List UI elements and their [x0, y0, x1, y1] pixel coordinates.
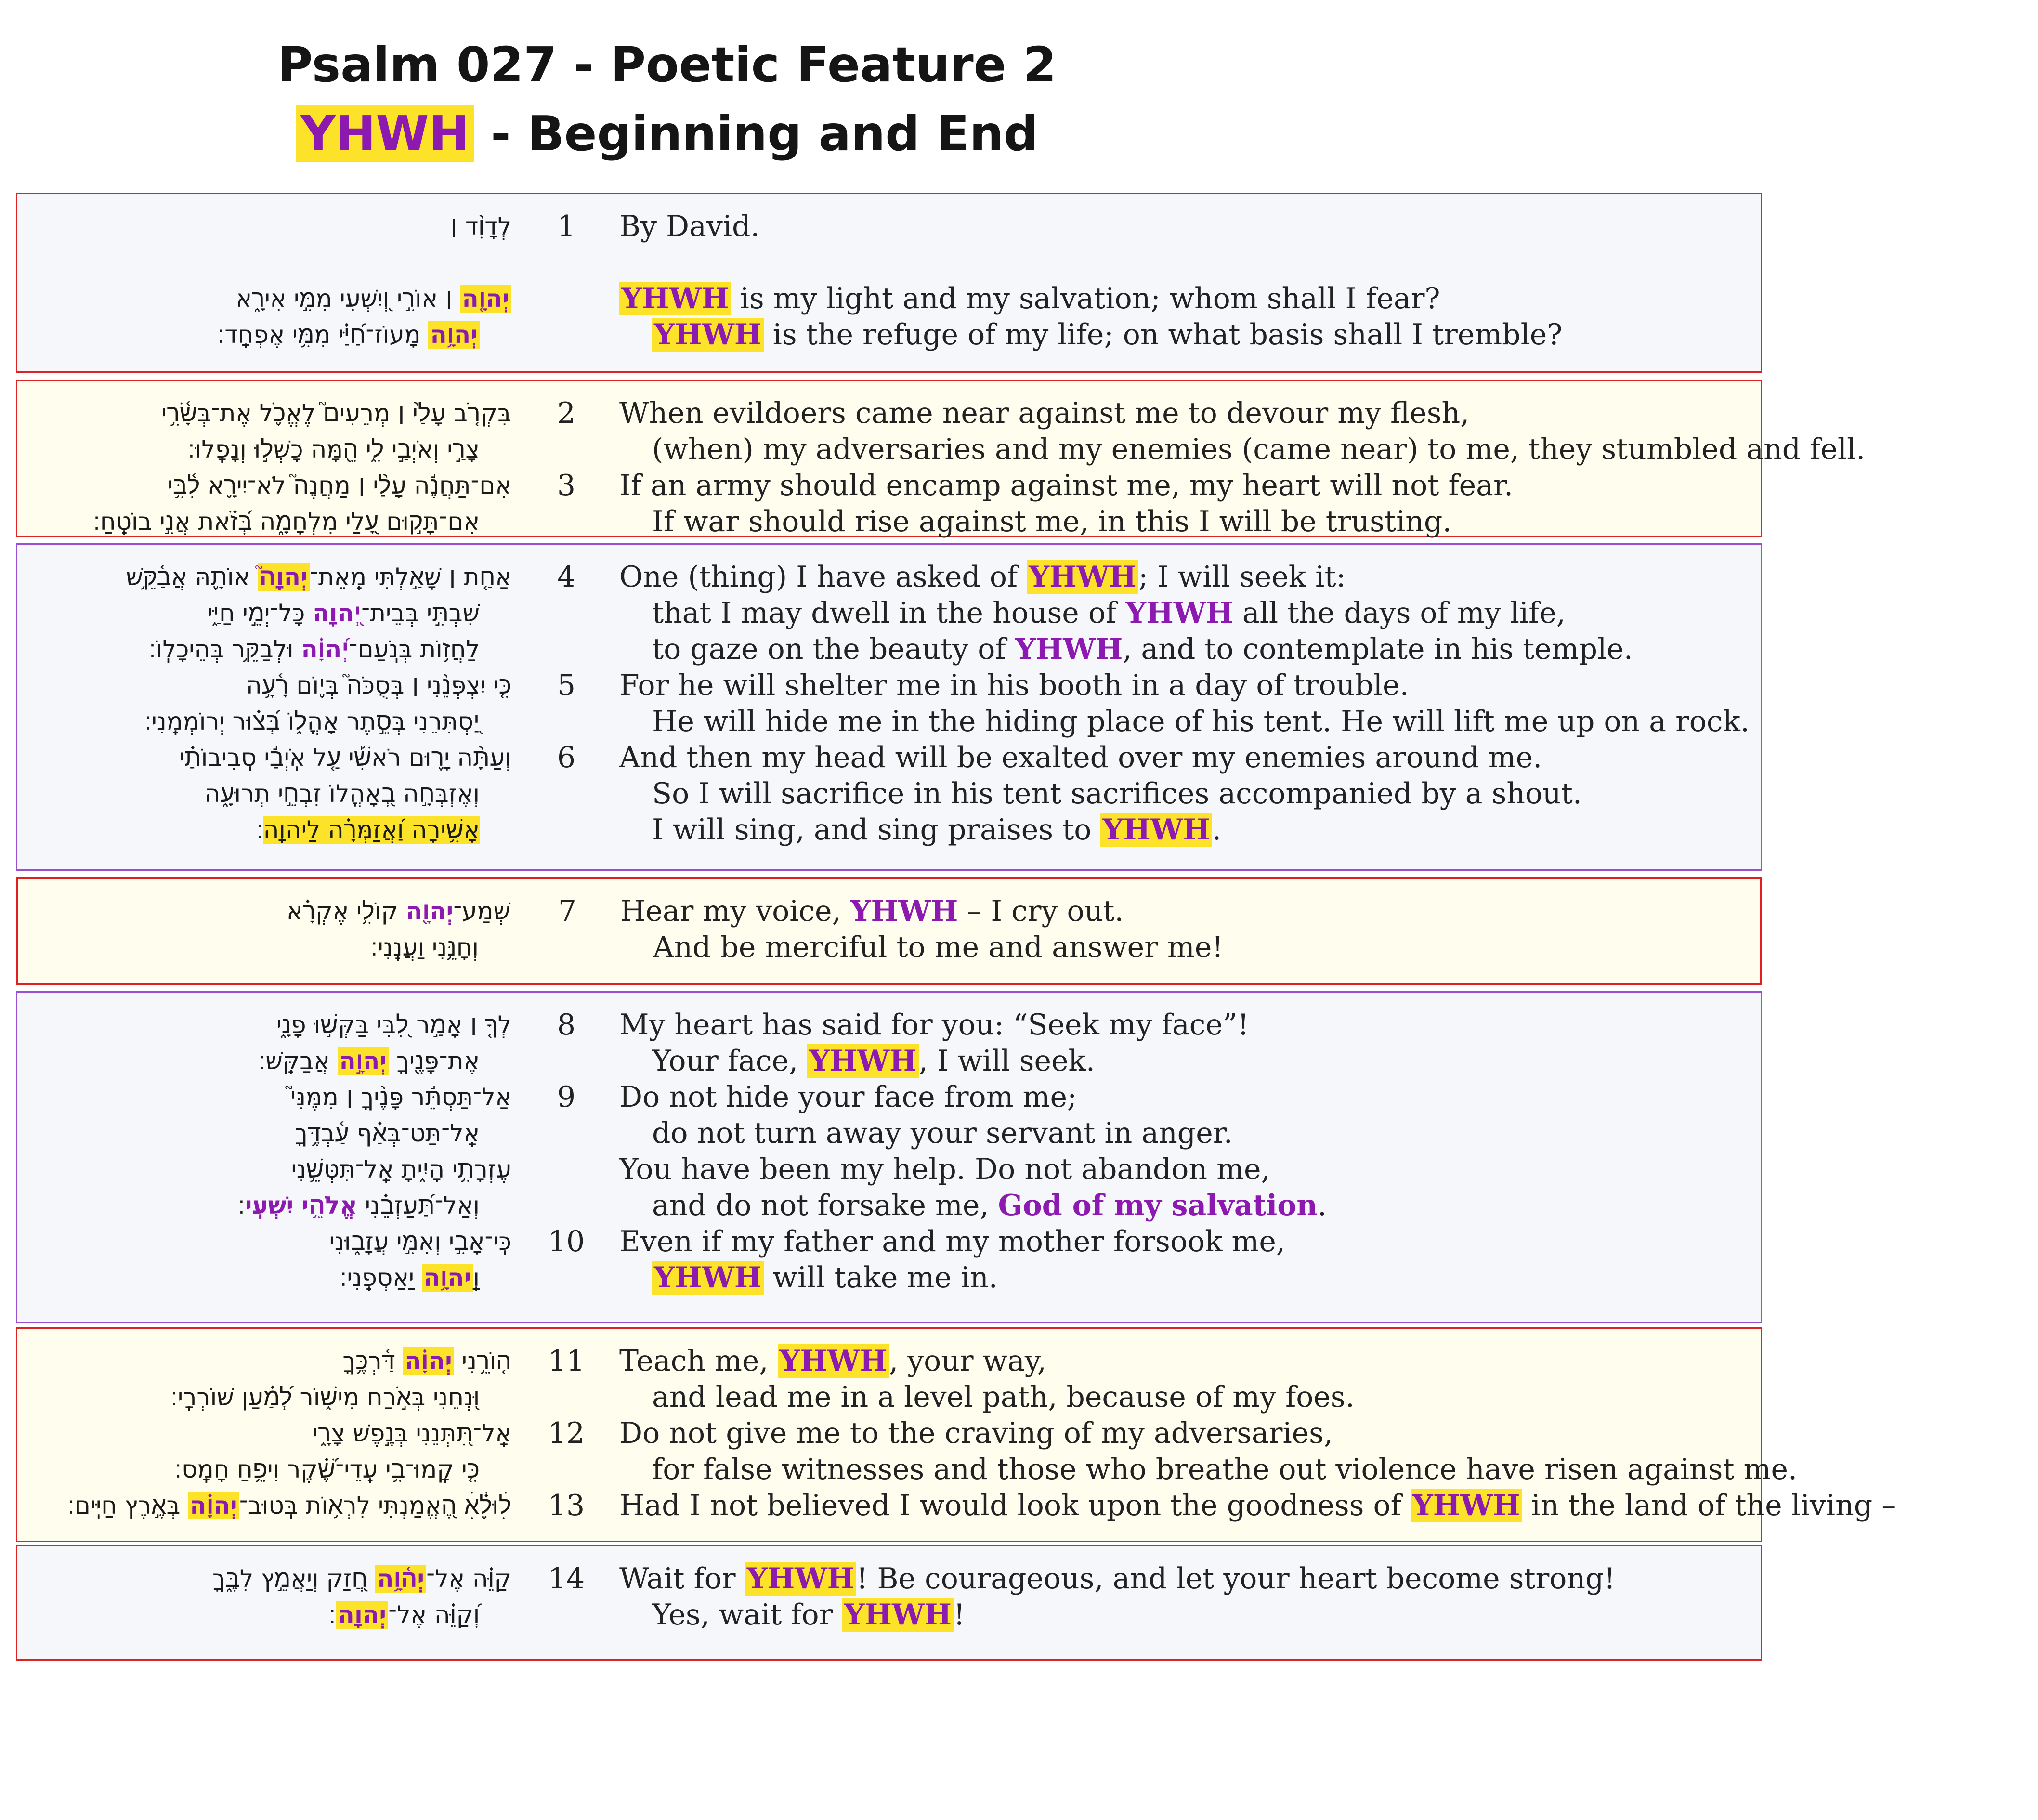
text-segment: ׃ — [237, 1192, 245, 1219]
hebrew-text — [30, 740, 511, 776]
text-segment: וְ֝קַוֵּ֗ה אֶל־ — [388, 1601, 480, 1629]
english-translation — [652, 1379, 1355, 1415]
english-translation — [652, 776, 1582, 812]
english-translation — [619, 740, 1542, 776]
text-segment: יַ֭סְתִּרֵנִי בְּסֵ֣תֶר אָהֳל֑וֹ בְּ֝צ֗וּר יְרוֹמְמֵֽנִי׃ — [144, 707, 480, 735]
text-segment: Even if my father and my mother forsook me, — [619, 1225, 1285, 1258]
verse-line — [17, 504, 1761, 540]
text-segment: וּ֭נְחֵנִי בְּאֹ֣רַח מִישׁ֑וֹר לְ֝מַ֗עַן שׁוֹרְרָֽי׃ — [170, 1383, 480, 1411]
english-translation — [652, 1188, 1327, 1224]
english-translation — [619, 668, 1409, 704]
text-segment: You have been my help. Do not abandon me, — [619, 1152, 1270, 1186]
text-segment: אַֽל־תַּט־בְּאַ֗ף עַ֫בְדֶּ֥ךָ — [295, 1119, 480, 1147]
text-segment: וְאַל־תַּ֝עַזְבֵ֗נִי — [357, 1192, 480, 1219]
text-segment: לׅׄוּלֵׅׄ֗אׅׄ הֶ֭אֱמַנְתִּי לִרְא֥וֹת בְּֽטוּב־ — [239, 1492, 511, 1519]
verse-line — [17, 395, 1761, 432]
text-segment: כִּֽי־אָבִ֣י וְאִמִּ֣י עֲזָב֑וּנִי — [329, 1228, 511, 1256]
stanza-box — [16, 380, 1866, 538]
text-segment: . — [1212, 813, 1222, 847]
divine-name-highlighted: YHWH — [619, 282, 731, 315]
english-translation — [619, 1343, 1046, 1379]
text-segment: בְּאֶ֣רֶץ חַיִּֽים׃ — [67, 1492, 188, 1519]
text-segment: ה֤וֹרֵ֥נִי — [454, 1347, 511, 1375]
text-segment: וְאֶזְבְּחָ֣ה בְ֭אָהֳלוֹ זִבְחֵ֣י תְרוּעָ֑ה — [204, 780, 480, 808]
hebrew-text — [0, 776, 480, 812]
verse-line — [17, 1152, 1761, 1188]
text-segment: מָעוֹז־חַ֝יַּ֗י מִמִּ֥י אֶפְחָֽד׃ — [217, 321, 429, 349]
verse-number: 12 — [548, 1416, 585, 1450]
text-segment: Had I not believed I would look upon the goodness of — [619, 1489, 1411, 1522]
hebrew-text — [0, 631, 480, 668]
text-segment: . — [1317, 1189, 1327, 1222]
divine-name-highlighted: יְהוָ֗ה — [403, 1347, 454, 1375]
text-segment: כִּ֤י קָֽמוּ־בִ֥י עֵֽדֵי־שֶׁ֝֗קֶר וִיפֵ֥חַ חָמָֽס׃ — [174, 1455, 480, 1483]
page-subtitle — [0, 101, 1334, 166]
english-translation — [619, 1007, 1249, 1043]
hebrew-text — [0, 1260, 480, 1296]
text-segment: Do not give me to the craving of my adversaries, — [619, 1416, 1333, 1450]
text-segment: כִּ֤י יִצְפְּנֵ֨נִי ׀ בְּסֻכֹּה֮ בְּי֪וֹם רָ֫עָ֥ה — [246, 671, 511, 699]
verse-line — [17, 776, 1761, 812]
text-segment: אַל־תַּסְתֵּ֬ר פָּנֶ֨יךָ ׀ מִמֶּנִּי֮ — [289, 1083, 511, 1111]
english-translation — [619, 1561, 1616, 1597]
verse-line — [17, 812, 1761, 848]
verse-line — [17, 468, 1761, 504]
text-segment: ׃ — [256, 816, 263, 844]
divine-name-highlighted: YHWH — [1027, 560, 1138, 594]
text-segment: לְדָוִ֨ד ׀ — [450, 212, 511, 240]
text-segment: And then my head will be exalted over my enemies around me. — [619, 741, 1542, 774]
text-segment: ; I will seek it: — [1138, 560, 1346, 594]
english-translation — [652, 812, 1221, 848]
hebrew-text — [30, 1007, 511, 1043]
text-segment: דַּ֫רְכֶּ֥ךָ — [342, 1347, 403, 1375]
text-segment: וְחָנֵּ֥נִי וַעֲנֵֽנִי׃ — [370, 933, 479, 961]
hebrew-text — [0, 1115, 480, 1152]
verse-line — [17, 209, 1761, 245]
english-translation — [619, 209, 760, 245]
verse-line — [17, 631, 1761, 668]
verse-line — [17, 1415, 1761, 1452]
english-translation — [652, 1043, 1095, 1079]
text-segment: So I will sacrifice in his tent sacrifices accompanied by a shout. — [652, 777, 1582, 811]
verse-number: 14 — [548, 1562, 585, 1596]
divine-name-highlighted: יְהוָה֮ — [258, 563, 310, 591]
text-segment: all the days of my life, — [1233, 596, 1566, 630]
text-segment: My heart has said for you: “Seek my face”! — [619, 1008, 1249, 1042]
text-segment: לְךָ֤ ׀ אָמַ֣ר לִ֭בִּי בַּקְּשׁ֣וּ פָנָ֑י — [276, 1011, 511, 1039]
verse-line — [17, 432, 1866, 468]
text-segment: When evildoers came near against me to devour my flesh, — [619, 396, 1470, 430]
text-segment: וּלְבַקֵּ֥ר בְּהֵיכָלֽוֹ׃ — [149, 635, 301, 663]
text-segment: , I will seek. — [918, 1044, 1095, 1078]
text-segment: וְעַתָּ֨ה יָר֪וּם רֹאשִׁ֡י עַ֤ל אֹֽיְבַ֬י סְֽבִיבוֹתַ֗י — [179, 744, 511, 772]
divine-name: God of my salvation — [998, 1189, 1318, 1222]
text-segment: Do not hide your face from me; — [619, 1080, 1077, 1114]
english-translation — [652, 1260, 998, 1296]
subtitle-highlight: YHWH — [296, 105, 474, 162]
text-segment: is the refuge of my life; on what basis shall I tremble? — [763, 318, 1563, 352]
divine-name-highlighted: YHWH — [842, 1598, 954, 1632]
hebrew-text — [0, 1452, 480, 1488]
verse-line — [17, 704, 1761, 740]
stanza-box — [16, 1545, 1762, 1661]
divine-name-highlighted: YHWH — [652, 1261, 764, 1295]
hebrew-text — [0, 1188, 480, 1224]
divine-name-highlighted: יְהוָ֥ה — [428, 321, 480, 349]
text-segment: אֶת־פָּנֶ֖יךָ — [389, 1047, 480, 1075]
text-segment: will take me in. — [763, 1261, 998, 1295]
divine-name-highlighted: יְהוָ֤ה — [460, 285, 511, 313]
stanza-box — [16, 1327, 1896, 1542]
verse-number: 6 — [557, 741, 576, 774]
text-segment: and do not forsake me, — [652, 1189, 998, 1222]
divine-name-highlighted: יְה֫וָ֥ה — [375, 1565, 426, 1593]
english-translation — [653, 930, 1223, 966]
verse-number: 8 — [557, 1008, 576, 1042]
subtitle-rest: - Beginning and End — [474, 105, 1038, 162]
hebrew-text — [29, 893, 510, 930]
hebrew-text — [0, 1043, 480, 1079]
divine-name: יְהוָ֖ה — [405, 897, 454, 925]
english-translation — [652, 1452, 1797, 1488]
english-translation — [619, 1488, 1896, 1524]
text-segment: אֲבַקֵּֽשׁ׃ — [258, 1047, 338, 1075]
verse-line — [17, 1043, 1761, 1079]
text-segment: For he will shelter me in his booth in a day of trouble. — [619, 668, 1409, 702]
verse-line — [17, 1452, 1798, 1488]
text-segment: – I cry out. — [958, 894, 1124, 928]
english-translation — [652, 595, 1566, 631]
english-translation — [620, 893, 1124, 930]
divine-name: YHWH — [1125, 596, 1233, 630]
english-translation — [619, 468, 1513, 504]
stanza-box — [16, 877, 1762, 985]
verse-number: 5 — [557, 668, 576, 702]
text-segment: He will hide me in the hiding place of his tent. He will lift me up on a rock. — [652, 705, 1750, 738]
text-segment: Wait for — [619, 1562, 745, 1596]
hebrew-text — [0, 432, 480, 468]
hebrew-text — [30, 1079, 511, 1115]
text-segment: for false witnesses and those who breathe out violence have risen against me. — [652, 1453, 1798, 1486]
stanza-box — [16, 991, 1762, 1323]
text-segment: כָּל־יְמֵ֣י חַיַּ֑י — [207, 599, 313, 627]
divine-name: YHWH — [850, 894, 958, 928]
text-segment: שִׁבְתִּ֣י בְּבֵית־ — [361, 599, 480, 627]
text-segment: עֶזְרָתִ֥י הָיִ֑יתָ אַֽל־תִּטְּשֵׁ֥נִי — [291, 1155, 511, 1183]
divine-name-highlighted: YHWH — [652, 318, 764, 352]
english-translation — [619, 559, 1346, 595]
text-segment: and lead me in a level path, because of my foes. — [652, 1380, 1355, 1414]
english-translation — [619, 1415, 1333, 1452]
hebrew-text — [30, 1152, 511, 1188]
english-translation — [652, 1115, 1233, 1152]
text-segment: , and to contemplate in his temple. — [1123, 632, 1633, 666]
hebrew-text — [0, 1379, 480, 1415]
verse-line — [17, 1488, 1896, 1524]
text-segment: is my light and my salvation; whom shall I fear? — [731, 282, 1440, 315]
hebrew-text — [0, 504, 480, 540]
text-segment: that I may dwell in the house of — [652, 596, 1126, 630]
verse-number: 4 — [557, 560, 576, 594]
english-translation — [652, 1597, 965, 1633]
verse-number: 11 — [548, 1344, 585, 1378]
text-segment: חֲ֭זַק וְיַאֲמֵ֣ץ לִבֶּ֑ךָ — [212, 1565, 376, 1593]
verse-number: 7 — [558, 894, 577, 928]
stanza-box — [16, 193, 1762, 373]
english-translation — [619, 1152, 1270, 1188]
text-segment: אַֽל־תִּ֭תְּנֵנִי בְּנֶ֣פֶשׁ צָרָ֑י — [313, 1419, 511, 1447]
hebrew-text — [0, 1597, 480, 1633]
text-segment: בִּקְרֹ֤ב עָלַ֙י ׀ מְרֵעִים֮ לֶאֱכֹ֪ל אֶת־בְּשָׂ֫רִ֥י — [161, 399, 511, 427]
text-segment: (when) my adversaries and my enemies (came near) to me, they stumbled and fell. — [652, 432, 1866, 466]
divine-name-highlighted: יְהוָ֗ה — [188, 1492, 239, 1519]
english-translation — [652, 432, 1865, 468]
text-segment: Teach me, — [619, 1344, 778, 1378]
text-segment: לַחֲז֥וֹת בְּנֹֽעַם־ — [349, 635, 480, 663]
verse-number: 13 — [548, 1489, 585, 1522]
verse-line — [18, 893, 1760, 930]
text-segment: אַחַ֤ת ׀ שָׁאַ֣לְתִּי מֵֽאֵת־ — [309, 563, 511, 591]
verse-line — [17, 1224, 1761, 1260]
text-segment: Hear my voice, — [620, 894, 850, 928]
text-segment: And be merciful to me and answer me! — [653, 930, 1224, 964]
text-segment: , your way, — [889, 1344, 1046, 1378]
verse-line — [17, 1188, 1761, 1224]
verse-line — [17, 281, 1761, 317]
text-segment: to gaze on the beauty of — [652, 632, 1015, 666]
english-translation — [652, 631, 1633, 668]
hebrew-text — [30, 1561, 511, 1597]
verse-line — [17, 1343, 1761, 1379]
hebrew-text — [0, 317, 480, 353]
text-segment: אִם־תָּק֣וּם עָ֭לַי מִלְחָמָ֑ה בְּ֝זֹ֗את אֲנִ֣י בוֹטֵֽחַ׃ — [93, 508, 480, 536]
text-segment: ׀ אוֹרִ֣י וְ֭יִשְׁעִי מִמִּ֣י אִירָ֑א — [235, 285, 460, 313]
hebrew-text — [30, 1224, 511, 1260]
verse-line — [17, 1379, 1761, 1415]
english-translation — [619, 1224, 1285, 1260]
text-segment: One (thing) I have asked of — [619, 560, 1027, 594]
english-translation — [652, 317, 1562, 353]
text-segment: צָרַ֣י וְאֹיְבַ֣י לִ֑י הֵ֖מָּה כָשְׁל֣וּ וְנָפָֽלוּ׃ — [188, 435, 480, 463]
stanza-box — [16, 543, 1762, 871]
text-segment: in the land of the living – — [1522, 1489, 1896, 1522]
verse-line — [17, 245, 1761, 281]
verse-line — [17, 1260, 1761, 1296]
text-segment: do not turn away your servant in anger. — [652, 1116, 1233, 1150]
hebrew-text — [30, 468, 511, 504]
highlighted-text: אָשִׁ֥ירָה וַ֝אֲזַמְּרָ֗ה לַיהוָֽה — [263, 816, 480, 844]
english-translation — [619, 1079, 1077, 1115]
text-segment: If an army should encamp against me, my heart will not fear. — [619, 469, 1514, 502]
text-segment: Yes, wait for — [652, 1598, 842, 1632]
text-segment: By David. — [619, 209, 760, 243]
hebrew-text — [30, 395, 511, 432]
divine-name-highlighted: YHWH — [807, 1044, 919, 1078]
verse-line — [17, 1079, 1761, 1115]
verse-line — [17, 1115, 1761, 1152]
text-segment: If war should rise against me, in this I will be trusting. — [652, 505, 1452, 538]
verse-line — [17, 595, 1761, 631]
verse-number: 2 — [557, 396, 576, 430]
text-segment: ! — [954, 1598, 966, 1632]
text-segment: אִם־תַּחֲנֶ֬ה עָלַ֨י ׀ מַחֲנֶה֮ לֹא־יִירָ֪א לִ֫בִּ֥י — [167, 471, 511, 499]
hebrew-text — [30, 559, 511, 595]
english-translation — [619, 281, 1440, 317]
hebrew-text — [30, 668, 511, 704]
divine-name-highlighted: יְהוָ֣ה — [338, 1047, 389, 1075]
verse-number: 9 — [557, 1080, 576, 1114]
english-translation — [652, 504, 1451, 540]
hebrew-text — [30, 209, 511, 245]
hebrew-text — [30, 281, 511, 317]
verse-line — [18, 930, 1760, 966]
text-segment: וַֽ — [473, 1264, 480, 1292]
divine-name: אֱלֹהֵ֥י יִשְׁעִֽי — [245, 1192, 357, 1219]
verse-line — [17, 1597, 1761, 1633]
text-segment: יַאַסְפֵֽנִי׃ — [340, 1264, 422, 1292]
text-segment: ׃ — [328, 1601, 336, 1629]
verse-line — [17, 1561, 1761, 1597]
divine-name-highlighted: יהוָ֥ה — [422, 1264, 473, 1292]
hebrew-text — [30, 1343, 511, 1379]
divine-name-highlighted: YHWH — [1411, 1489, 1522, 1522]
divine-name-highlighted: YHWH — [745, 1562, 857, 1596]
divine-name: YHWH — [1015, 632, 1123, 666]
text-segment: קוֹלִ֥י אֶקְרָ֗א — [287, 897, 406, 925]
page-title: Psalm 027 - Poetic Feature 2 — [277, 37, 1057, 93]
hebrew-text — [0, 595, 480, 631]
verse-number: 3 — [557, 469, 576, 502]
verse-line — [17, 1007, 1761, 1043]
text-segment: Your face, — [652, 1044, 808, 1078]
hebrew-text — [30, 1488, 511, 1524]
verse-line — [17, 740, 1761, 776]
verse-number: 1 — [557, 209, 576, 243]
english-translation — [652, 704, 1750, 740]
text-segment: קַוֵּ֗ה אֶל־ — [426, 1565, 511, 1593]
divine-name-highlighted: YHWH — [778, 1344, 889, 1378]
text-segment: ! Be courageous, and let your heart become strong! — [856, 1562, 1616, 1596]
hebrew-text — [0, 812, 480, 848]
verse-line — [17, 668, 1761, 704]
text-segment: שְׁמַע־ — [453, 897, 510, 925]
divine-name: יְ֭הוָה — [313, 599, 362, 627]
text-segment: אוֹתָ֪הּ אֲבַ֫קֵּ֥שׁ — [126, 563, 258, 591]
verse-line — [17, 559, 1761, 595]
text-segment: I will sing, and sing praises to — [652, 813, 1101, 847]
divine-name-highlighted: YHWH — [1100, 813, 1212, 847]
hebrew-text — [0, 704, 480, 740]
english-translation — [619, 395, 1469, 432]
hebrew-text — [30, 1415, 511, 1452]
hebrew-text — [0, 930, 479, 966]
verse-number: 10 — [548, 1225, 585, 1258]
divine-name-highlighted: יְהוָֽה — [336, 1601, 389, 1629]
divine-name: יְ֝הוָ֗ה — [301, 635, 349, 663]
verse-line — [17, 317, 1761, 353]
